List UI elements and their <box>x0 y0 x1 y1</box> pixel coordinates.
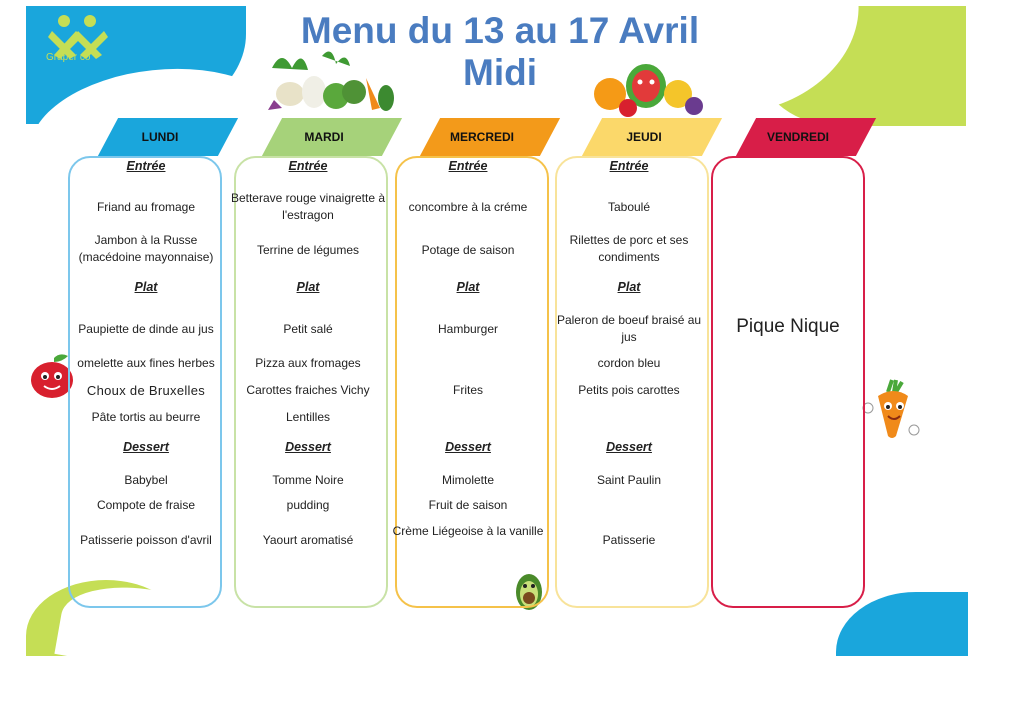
mercredi-entree-item: Potage de saison <box>421 243 515 257</box>
jeudi-dessert-heading: Dessert <box>606 440 652 454</box>
mercredi-entree-heading: Entrée <box>448 159 488 173</box>
mardi-entree-item: Terrine de légumes <box>256 243 360 257</box>
title-line-1: Menu du 13 au 17 Avril <box>300 10 700 51</box>
mardi-plat-item: Carottes fraiches Vichy <box>246 383 370 397</box>
mardi-dessert-item: Yaourt aromatisé <box>262 533 354 547</box>
mercredi-dessert-item: Crème Liégeoise à la vanille <box>392 524 544 538</box>
lundi-dessert-heading: Dessert <box>123 440 169 454</box>
lundi-entree-item: Jambon à la Russe (macédoine mayonnaise) <box>78 233 214 264</box>
mardi-plat-item: Pizza aux fromages <box>255 356 361 370</box>
mardi-dessert-item: pudding <box>286 498 330 512</box>
jeudi-plat-item: Paleron de boeuf braisé au jus <box>556 313 702 344</box>
mardi-plat-item: Petit salé <box>283 322 333 336</box>
jeudi-entree-item: Taboulé <box>607 200 651 214</box>
mercredi-plat-heading: Plat <box>456 280 480 294</box>
mercredi-plat-item: Hamburger <box>437 322 499 336</box>
lundi-plat-heading: Plat <box>134 280 158 294</box>
lundi-plat-item: Pâte tortis au beurre <box>91 410 201 424</box>
column-vendredi <box>711 156 865 608</box>
mardi-plat-heading: Plat <box>296 280 320 294</box>
day-tab-mercredi: MERCREDI <box>449 130 514 144</box>
lundi-dessert-item: Compote de fraise <box>96 498 196 512</box>
mardi-entree-heading: Entrée <box>288 159 328 173</box>
mardi-dessert-heading: Dessert <box>285 440 331 454</box>
day-tab-lundi: LUNDI <box>141 130 179 144</box>
carrot-character-icon <box>862 378 920 440</box>
lundi-plat-item: omelette aux fines herbes <box>77 356 215 370</box>
vegetables-cluster-icon <box>262 48 400 114</box>
lundi-entree-heading: Entrée <box>126 159 166 173</box>
mercredi-plat-item: Frites <box>453 383 483 397</box>
mercredi-dessert-item: Fruit de saison <box>428 498 508 512</box>
mercredi-entree-item: concombre à la créme <box>408 200 528 214</box>
mardi-entree-item: Betterave rouge vinaigrette à l'estragon <box>230 191 386 222</box>
mardi-plat-item: Lentilles <box>285 410 331 424</box>
lundi-plat-item: Choux de Bruxelles <box>86 383 206 398</box>
jeudi-dessert-item: Saint Paulin <box>596 473 662 487</box>
jeudi-dessert-item: Patisserie <box>602 533 656 547</box>
title-line-2: Midi <box>463 52 537 93</box>
day-tab-jeudi: JEUDI <box>626 130 662 144</box>
jeudi-entree-heading: Entrée <box>609 159 649 173</box>
mardi-dessert-item: Tomme Noire <box>272 473 344 487</box>
lundi-plat-item: Paupiette de dinde au jus <box>78 322 214 336</box>
jeudi-entree-item: Rilettes de porc et ses condiments <box>569 233 689 264</box>
mercredi-dessert-item: Mimolette <box>441 473 494 487</box>
vendredi-special: Pique Nique <box>736 316 840 337</box>
lundi-entree-item: Friand au fromage <box>96 200 196 214</box>
jeudi-plat-heading: Plat <box>617 280 641 294</box>
day-tab-vendredi: VENDREDI <box>766 130 829 144</box>
day-tab-mardi: MARDI <box>304 130 344 144</box>
logo-text: Graper co <box>46 52 91 63</box>
jeudi-plat-item: cordon bleu <box>597 356 661 370</box>
fruits-cluster-icon <box>588 58 708 118</box>
mercredi-dessert-heading: Dessert <box>445 440 491 454</box>
lundi-dessert-item: Babybel <box>124 473 168 487</box>
jeudi-plat-item: Petits pois carottes <box>578 383 680 397</box>
lundi-dessert-item: Patisserie poisson d'avril <box>80 533 212 547</box>
